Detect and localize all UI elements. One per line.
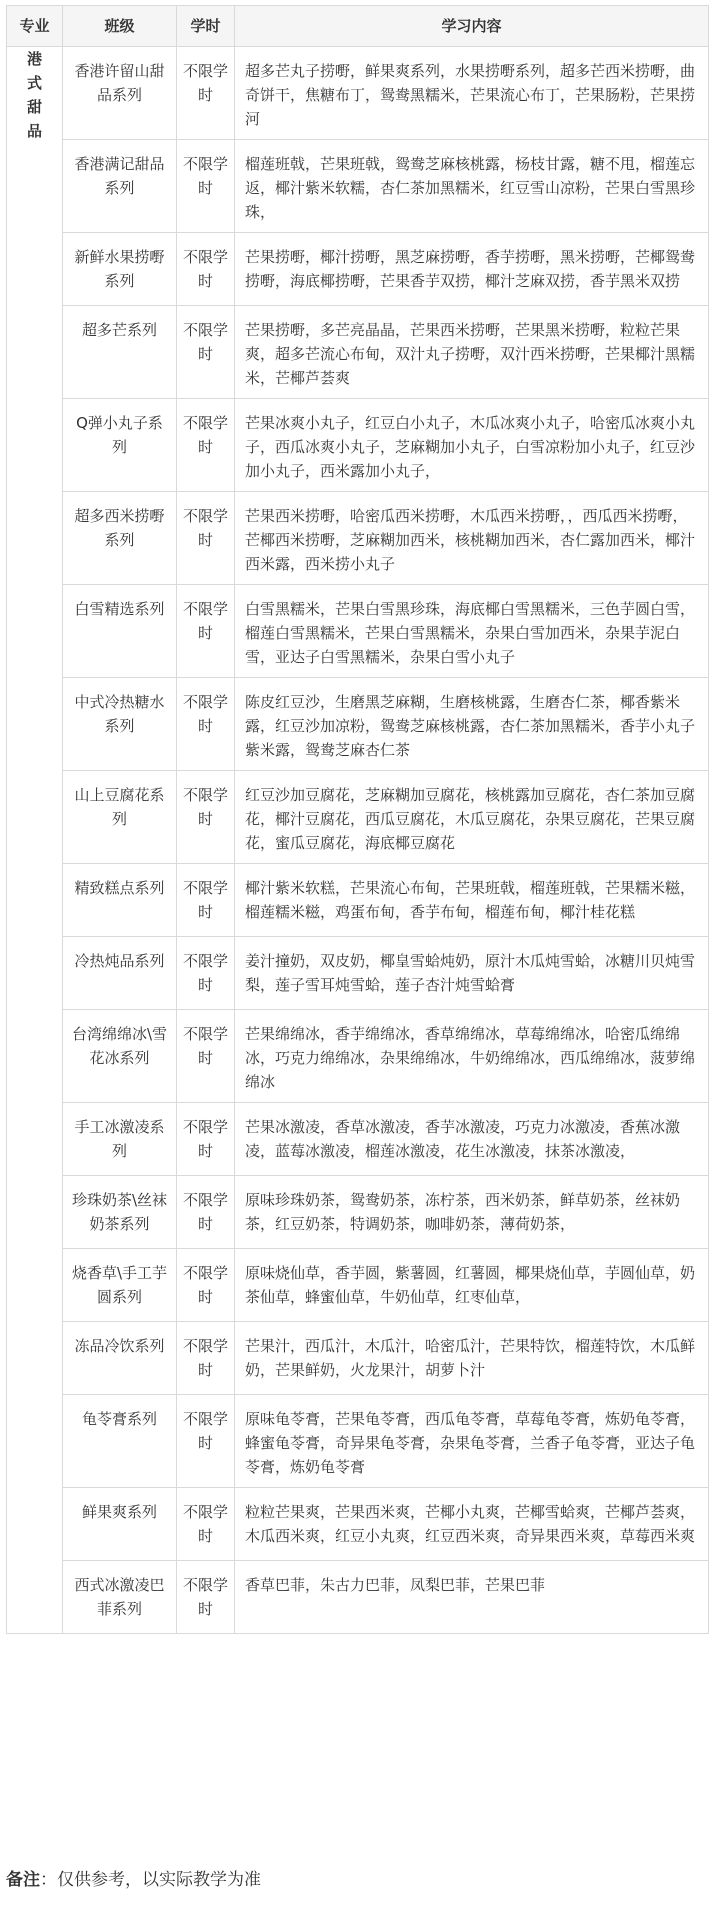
major-cell	[7, 47, 63, 1634]
class-name-cell: 冻品冷饮系列	[63, 1322, 177, 1395]
table-row	[7, 306, 709, 399]
class-name-cell: 珍珠奶茶\丝袜奶茶系列	[63, 1176, 177, 1249]
content-cell: 芒果西米捞嘢，哈密瓜西米捞嘢，木瓜西米捞嘢，，西瓜西米捞嘢，芒椰西米捞嘢，芝麻糊加西米，核桃糊加西米，杏仁露加西米，椰汁西米露，西米捞小丸子	[235, 492, 709, 585]
hours-cell: 不限学时	[177, 678, 235, 771]
hours-cell: 不限学时	[177, 1176, 235, 1249]
footnote	[6, 1868, 261, 1892]
content-cell: 椰汁紫米软糕，芒果流心布甸，芒果班戟，榴莲班戟，芒果糯米糍，榴莲糯米糍，鸡蛋布甸，香芋布甸，榴莲布甸，椰汁桂花糕	[235, 864, 709, 937]
class-name-cell: 香港许留山甜品系列	[63, 47, 177, 140]
content-cell: 原味龟苓膏，芒果龟苓膏，西瓜龟苓膏，草莓龟苓膏，炼奶龟苓膏，蜂蜜龟苓膏，奇异果龟苓膏，杂果龟苓膏，兰香子龟苓膏，亚达子龟苓膏，炼奶龟苓膏	[235, 1395, 709, 1488]
note-text: ：仅供参考，以实际教学为准	[40, 1870, 261, 1890]
content-cell: 白雪黑糯米，芒果白雪黑珍珠，海底椰白雪黑糯米，三色芋圆白雪，榴莲白雪黑糯米，芒果白雪黑糯米，杂果白雪加西米，杂果芋泥白雪，亚达子白雪黑糯米，杂果白雪小丸子	[235, 585, 709, 678]
header-major: 专业	[7, 6, 63, 47]
table-body	[7, 47, 709, 1634]
major-label: 港 式 甜 品	[26, 50, 42, 140]
class-name-cell: 手工冰激凌系列	[63, 1103, 177, 1176]
class-name-cell: 烧香草\手工芋圆系列	[63, 1249, 177, 1322]
class-name-cell: Q弹小丸子系列	[63, 399, 177, 492]
content-cell: 红豆沙加豆腐花，芝麻糊加豆腐花，核桃露加豆腐花，杏仁茶加豆腐花，椰汁豆腐花，西瓜豆腐花，木瓜豆腐花，杂果豆腐花，芒果豆腐花，蜜瓜豆腐花，海底椰豆腐花	[235, 771, 709, 864]
hours-cell: 不限学时	[177, 937, 235, 1010]
table-row	[7, 1488, 709, 1561]
content-cell: 芒果冰激凌，香草冰激凌，香芋冰激凌，巧克力冰激凌，香蕉冰激凌，蓝莓冰激凌，榴莲冰激凌，花生冰激凌，抹茶冰激凌，	[235, 1103, 709, 1176]
content-cell: 芒果捞嘢，多芒亮晶晶，芒果西米捞嘢，芒果黑米捞嘢，粒粒芒果爽，超多芒流心布甸，双汁丸子捞嘢，双汁西米捞嘢，芒果椰汁黑糯米，芒椰芦荟爽	[235, 306, 709, 399]
table-header-row	[7, 6, 709, 47]
note-label: 备注	[6, 1870, 40, 1890]
content-cell: 芒果冰爽小丸子，红豆白小丸子，木瓜冰爽小丸子，哈密瓜冰爽小丸子，西瓜冰爽小丸子，芝麻糊加小丸子，白雪凉粉加小丸子，红豆沙加小丸子，西米露加小丸子，	[235, 399, 709, 492]
course-table	[6, 5, 709, 1634]
content-cell: 陈皮红豆沙，生磨黑芝麻糊，生磨核桃露，生磨杏仁茶，椰香紫米露，红豆沙加凉粉，鸳鸯芝麻核桃露，杏仁茶加黑糯米，香芋小丸子紫米露，鸳鸯芝麻杏仁茶	[235, 678, 709, 771]
class-name-cell: 西式冰激凌巴菲系列	[63, 1561, 177, 1634]
table-row	[7, 1322, 709, 1395]
hours-cell: 不限学时	[177, 1561, 235, 1634]
class-name-cell: 中式冷热糖水系列	[63, 678, 177, 771]
table-row	[7, 140, 709, 233]
hours-cell: 不限学时	[177, 233, 235, 306]
class-name-cell: 超多芒系列	[63, 306, 177, 399]
hours-cell: 不限学时	[177, 140, 235, 233]
class-name-cell: 山上豆腐花系列	[63, 771, 177, 864]
hours-cell: 不限学时	[177, 399, 235, 492]
table-row	[7, 864, 709, 937]
content-cell: 芒果捞嘢，椰汁捞嘢，黑芝麻捞嘢，香芋捞嘢，黑米捞嘢，芒椰鸳鸯捞嘢，海底椰捞嘢，芒果香芋双捞，椰汁芝麻双捞，香芋黑米双捞	[235, 233, 709, 306]
table-row	[7, 1395, 709, 1488]
table-row	[7, 1249, 709, 1322]
table-row	[7, 585, 709, 678]
hours-cell: 不限学时	[177, 492, 235, 585]
content-cell: 超多芒丸子捞嘢，鲜果爽系列，水果捞嘢系列，超多芒西米捞嘢，曲奇饼干，焦糖布丁，鸳鸯黑糯米，芒果流心布丁，芒果肠粉，芒果捞河	[235, 47, 709, 140]
hours-cell: 不限学时	[177, 1010, 235, 1103]
content-cell: 香草巴菲，朱古力巴菲，凤梨巴菲，芒果巴菲	[235, 1561, 709, 1634]
content-cell: 芒果绵绵冰，香芋绵绵冰，香草绵绵冰，草莓绵绵冰，哈密瓜绵绵冰，巧克力绵绵冰，杂果绵绵冰，牛奶绵绵冰，西瓜绵绵冰，菠萝绵绵冰	[235, 1010, 709, 1103]
class-name-cell: 冷热炖品系列	[63, 937, 177, 1010]
hours-cell: 不限学时	[177, 1488, 235, 1561]
content-cell: 榴莲班戟，芒果班戟，鸳鸯芝麻核桃露，杨枝甘露，糖不甩，榴莲忘返，椰汁紫米软糯，杏仁茶加黑糯米，红豆雪山凉粉，芒果白雪黑珍珠，	[235, 140, 709, 233]
class-name-cell: 新鲜水果捞嘢系列	[63, 233, 177, 306]
table-row	[7, 678, 709, 771]
class-name-cell: 香港满记甜品系列	[63, 140, 177, 233]
hours-cell: 不限学时	[177, 1395, 235, 1488]
class-name-cell: 鲜果爽系列	[63, 1488, 177, 1561]
class-name-cell: 精致糕点系列	[63, 864, 177, 937]
hours-cell: 不限学时	[177, 585, 235, 678]
header-content: 学习内容	[235, 6, 709, 47]
hours-cell: 不限学时	[177, 306, 235, 399]
table-row	[7, 1103, 709, 1176]
hours-cell: 不限学时	[177, 864, 235, 937]
table-row	[7, 771, 709, 864]
class-name-cell: 台湾绵绵冰\雪花冰系列	[63, 1010, 177, 1103]
header-class: 班级	[63, 6, 177, 47]
table-row	[7, 1010, 709, 1103]
header-hours: 学时	[177, 6, 235, 47]
table-row	[7, 399, 709, 492]
content-cell: 原味珍珠奶茶，鸳鸯奶茶，冻柠茶，西米奶茶，鲜草奶茶，丝袜奶茶，红豆奶茶，特调奶茶，咖啡奶茶，薄荷奶茶，	[235, 1176, 709, 1249]
hours-cell: 不限学时	[177, 771, 235, 864]
hours-cell: 不限学时	[177, 1249, 235, 1322]
hours-cell: 不限学时	[177, 47, 235, 140]
table-row	[7, 492, 709, 585]
hours-cell: 不限学时	[177, 1103, 235, 1176]
content-cell: 芒果汁，西瓜汁，木瓜汁，哈密瓜汁，芒果特饮，榴莲特饮，木瓜鲜奶，芒果鲜奶，火龙果汁，胡萝卜汁	[235, 1322, 709, 1395]
table-row	[7, 937, 709, 1010]
table-row	[7, 233, 709, 306]
table-row	[7, 1561, 709, 1634]
table-row	[7, 1176, 709, 1249]
hours-cell: 不限学时	[177, 1322, 235, 1395]
table-row	[7, 47, 709, 140]
content-cell: 粒粒芒果爽，芒果西米爽，芒椰小丸爽，芒椰雪蛤爽，芒椰芦荟爽，木瓜西米爽，红豆小丸爽，红豆西米爽，奇异果西米爽，草莓西米爽	[235, 1488, 709, 1561]
content-cell: 姜汁撞奶，双皮奶，椰皇雪蛤炖奶，原汁木瓜炖雪蛤，冰糖川贝炖雪梨，莲子雪耳炖雪蛤，莲子杏汁炖雪蛤膏	[235, 937, 709, 1010]
content-cell: 原味烧仙草，香芋圆，紫薯圆，红薯圆，椰果烧仙草，芋圆仙草，奶茶仙草，蜂蜜仙草，牛奶仙草，红枣仙草，	[235, 1249, 709, 1322]
class-name-cell: 白雪精选系列	[63, 585, 177, 678]
class-name-cell: 超多西米捞嘢系列	[63, 492, 177, 585]
class-name-cell: 龟苓膏系列	[63, 1395, 177, 1488]
